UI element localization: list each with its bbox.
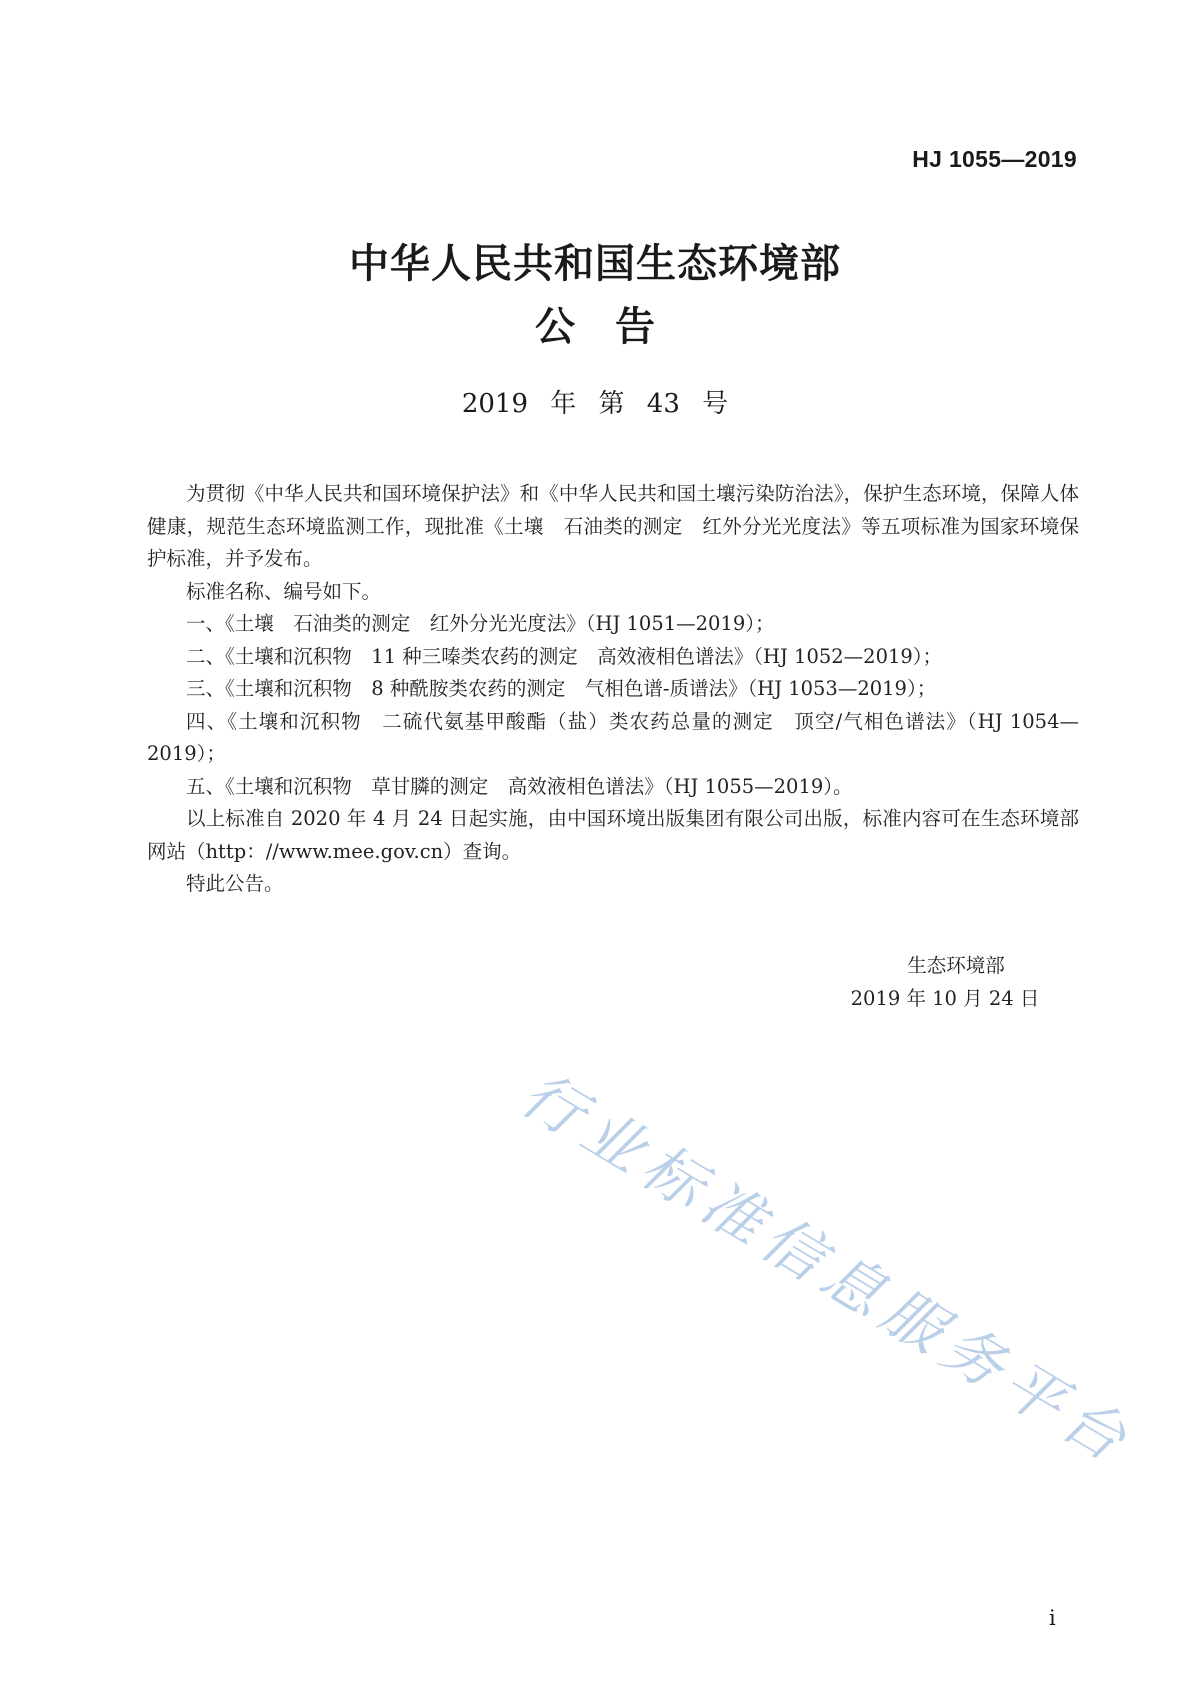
standard-code: HJ 1055—2019 xyxy=(912,146,1077,172)
signature-block xyxy=(830,950,1060,1015)
standard-list-item-5: 五、《土壤和沉积物 草甘膦的测定 高效液相色谱法》（HJ 1055—2019）。 xyxy=(186,774,853,798)
announcement-body xyxy=(147,478,1079,901)
standard-list-item-3: 三、《土壤和沉积物 8 种酰胺类农药的测定 气相色谱-质谱法》（HJ 1053—2019）； xyxy=(186,677,937,700)
standard-list-item-1: 一、《土壤 石油类的测定 红外分光光度法》（HJ 1051—2019）； xyxy=(186,612,775,635)
standard-list-item-4: 四、《土壤和沉积物 二硫代氨基甲酸酯（盐）类农药总量的测定 顶空/气相色谱法》（HJ 1054—2019）； xyxy=(147,709,1079,765)
watermark: 行业标准信息服务平台 xyxy=(509,1059,1146,1480)
document-type-text: 公告 xyxy=(535,304,695,350)
body-paragraph-implementation: 以上标准自 2020 年 4 月 24 日起实施，由中国环境出版集团有限公司出版，标准内容可在生态环境部网站（http：//www.mee.gov.cn）查询。 xyxy=(147,807,1079,863)
announcement-number: 2019 年 第 43 号 xyxy=(461,389,729,419)
body-paragraph-intro: 为贯彻《中华人民共和国环境保护法》和《中华人民共和国土壤污染防治法》，保护生态环境，保障人体健康，规范生态环境监测工作，现批准《土壤 石油类的测定 红外分光光度法》等五项标准为国家环境保护标准，并予发布。 xyxy=(147,482,1079,570)
signature-date: 2019 年 10 月 24 日 xyxy=(850,986,1040,1010)
signature-organization: 生态环境部 xyxy=(907,954,1005,977)
standard-list-item-2: 二、《土壤和沉积物 11 种三嗪类农药的测定 高效液相色谱法》（HJ 1052—2019）； xyxy=(186,644,943,668)
page-number: i xyxy=(1049,1606,1056,1630)
document-type-title xyxy=(0,295,1190,352)
body-paragraph-closing: 特此公告。 xyxy=(186,872,284,895)
body-paragraph-list-heading: 标准名称、编号如下。 xyxy=(186,579,382,603)
issuer-title: 中华人民共和国生态环境部 xyxy=(349,241,841,287)
